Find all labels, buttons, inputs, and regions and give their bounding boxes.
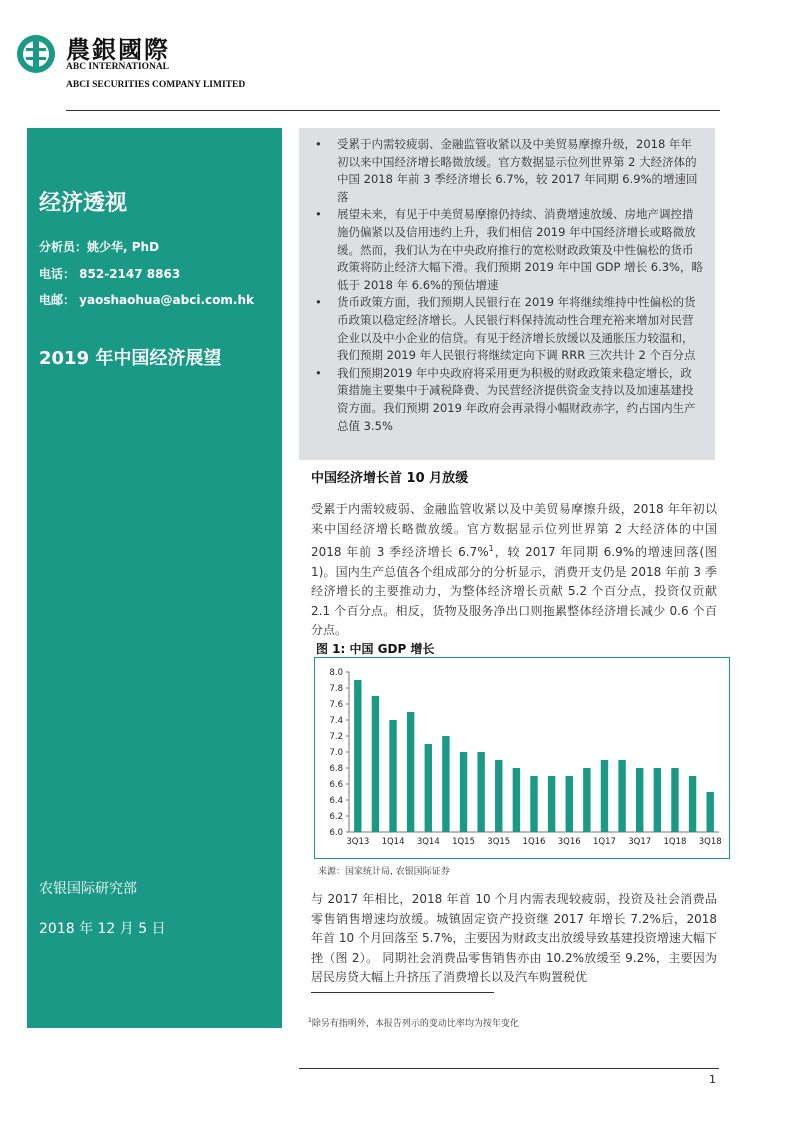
para1-text-a: 受累于内需较疲弱、金融监管收紧以及中美贸易摩擦升级，2018 年年初以来中国经济增长略微放缓。官方数据显示位列世界第 2 大经济体的中国 2018 年前 3 季经济增长 6.7% (311, 502, 717, 559)
sidebar (27, 128, 282, 1028)
brand-name-en: ABC INTERNATIONAL (66, 62, 170, 72)
bar-1Q18 (671, 768, 678, 832)
x-tick-label: 3Q16 (557, 837, 581, 847)
bar-2Q16 (548, 776, 555, 832)
y-tick-label: 6.2 (329, 812, 343, 822)
abc-logo-icon (16, 34, 56, 74)
x-tick-label: 3Q14 (416, 837, 440, 847)
x-tick-label: 3Q13 (346, 837, 370, 847)
bar-3Q18 (706, 792, 713, 832)
footnote-ref[interactable]: 1 (488, 544, 494, 553)
y-tick-label: 7.0 (329, 748, 343, 758)
analyst-name: 分析员：姚少华, PhD (39, 240, 160, 254)
analyst-phone: 电话： 852-2147 8863 (39, 267, 181, 281)
y-tick-label: 6.8 (329, 764, 343, 774)
bar-3Q17 (636, 768, 643, 832)
bar-4Q17 (654, 768, 661, 832)
gdp-chart (314, 657, 730, 859)
summary-bullet: • 受累于内需较疲弱、金融监管收紧以及中美贸易摩擦升级，2018 年年初以来中国经济增长略微放缓。官方数据显示位列世界第 2 大经济体的中国 2018 年前 3 季经济增长 6.7%，较 2017 年同期 6.9%的增速回落 (337, 136, 703, 206)
bar-3Q14 (425, 744, 432, 832)
brand-company-name: ABCI SECURITIES COMPANY LIMITED (66, 80, 246, 90)
para1-text-b: ，较 2017 年同期 6.9%的增速回落(图 1)。国内生产总值各个组成部分的分析显示，消费开支仍是 2018 年前 3 季经济增长的主要推动力，为整体经济增长贡献 5.2 个百分点，投资仅贡献 2.1 个百分点。相反，货物及服务净出口则拖累整体经济增长减少 0.6 个百分点。 (311, 545, 718, 637)
x-tick-label: 1Q14 (381, 837, 405, 847)
y-tick-label: 6.4 (329, 796, 343, 806)
summary-bullet: • 展望未来，有见于中美贸易摩擦仍持续、消费增速放缓、房地产调控措施仍偏紧以及信用违约上升，我们相信 2019 年中国经济增长或略微放缓。然而，我们认为在中央政府推行的宽松财政政策及中性偏松的货币政策将防止经济大幅下滑。我们预期 2019 年中国 GDP 增长 6.3%，略低于 2018 年 6.6%的预估增速 (337, 206, 703, 294)
footer-divider (299, 1068, 719, 1069)
gdp-chart-svg (315, 658, 729, 858)
x-tick-label: 1Q15 (452, 837, 475, 847)
analyst-email[interactable]: 电邮： yaoshaohua@abci.com.hk (39, 293, 254, 307)
bar-3Q15 (495, 760, 502, 832)
bar-3Q16 (566, 776, 573, 832)
bar-4Q16 (583, 768, 590, 832)
x-tick-label: 1Q18 (663, 837, 687, 847)
body-paragraph-1 (311, 500, 717, 641)
body-paragraph-2: 与 2017 年相比，2018 年首 10 个月内需表现较疲弱，投资及社会消费品零售销售增速均放缓。城镇固定资产投资继 2017 年增长 7.2%后，2018 年首 10 个月回落至 5.7%，主要因为财政支出放缓导致基建投资增速大幅下挫（图 2）。 同期社会消费品零售销售亦由 10.2%放缓至 9.2%，主要因为居民房贷大幅上升挤压了消费增长以及汽车购置税优 (311, 892, 717, 984)
footnote-marker: 1 (308, 1017, 312, 1024)
summary-box (299, 128, 715, 460)
report-date: 2018 年 12 月 5 日 (39, 921, 166, 937)
bar-4Q15 (513, 768, 520, 832)
footnote-divider (311, 992, 494, 993)
y-tick-label: 8.0 (329, 668, 343, 678)
department: 农银国际研究部 (39, 881, 137, 897)
bar-2Q18 (689, 776, 696, 832)
y-tick-label: 6.6 (329, 780, 343, 790)
bar-4Q14 (442, 736, 449, 832)
bar-2Q14 (407, 712, 414, 832)
y-tick-label: 7.8 (329, 684, 343, 694)
bar-1Q17 (601, 760, 608, 832)
bar-3Q13 (354, 680, 361, 832)
y-tick-label: 7.4 (329, 716, 343, 726)
bar-1Q15 (460, 752, 467, 832)
x-tick-label: 1Q17 (593, 837, 616, 847)
figure-source: 来源：国家统计局, 农银国际证券 (318, 867, 450, 877)
sidebar-title: 经济透视 (39, 191, 128, 216)
bar-1Q16 (530, 776, 537, 832)
summary-bullet: • 我们预期2019 年中央政府将采用更为积极的财政政策来稳定增长，政策措施主要集中于减税降费、为民营经济提供资金支持以及加速基建投资方面。我们预期 2019 年政府会再录得小幅财政赤字，约占国内生产总值 3.5% (337, 365, 703, 435)
footnote-text: 除另有指明外，本报告列示的变动比率均为按年变化 (311, 1019, 519, 1029)
section-title: 中国经济增长首 10 月放缓 (311, 471, 469, 486)
figure-title: 图 1: 中国 GDP 增长 (316, 642, 435, 656)
x-tick-label: 3Q15 (487, 837, 511, 847)
brand-name-cn: 農銀國際 (66, 35, 170, 64)
header-divider (66, 110, 720, 111)
bar-4Q13 (372, 696, 379, 832)
bar-1Q14 (389, 720, 396, 832)
summary-bullet: • 货币政策方面，我们预期人民银行在 2019 年将继续维持中性偏松的货币政策以稳定经济增长。人民银行料保持流动性合理充裕来增加对民营企业以及中小企业的信贷。有见于经济增长放缓以及通胀压力较温和，我们预期 2019 年人民银行将继续定向下调 RRR 三次共计 2 个百分点 (337, 294, 703, 364)
bar-2Q17 (618, 760, 625, 832)
footnote (308, 1016, 519, 1029)
y-tick-label: 7.6 (329, 700, 343, 710)
y-tick-label: 7.2 (329, 732, 343, 742)
x-tick-label: 3Q18 (698, 837, 722, 847)
x-tick-label: 3Q17 (628, 837, 652, 847)
x-tick-label: 1Q16 (522, 837, 546, 847)
bar-2Q15 (477, 752, 484, 832)
report-title: 2019 年中国经济展望 (39, 348, 222, 369)
y-tick-label: 6.0 (329, 828, 343, 838)
page-number: 1 (709, 1073, 716, 1086)
